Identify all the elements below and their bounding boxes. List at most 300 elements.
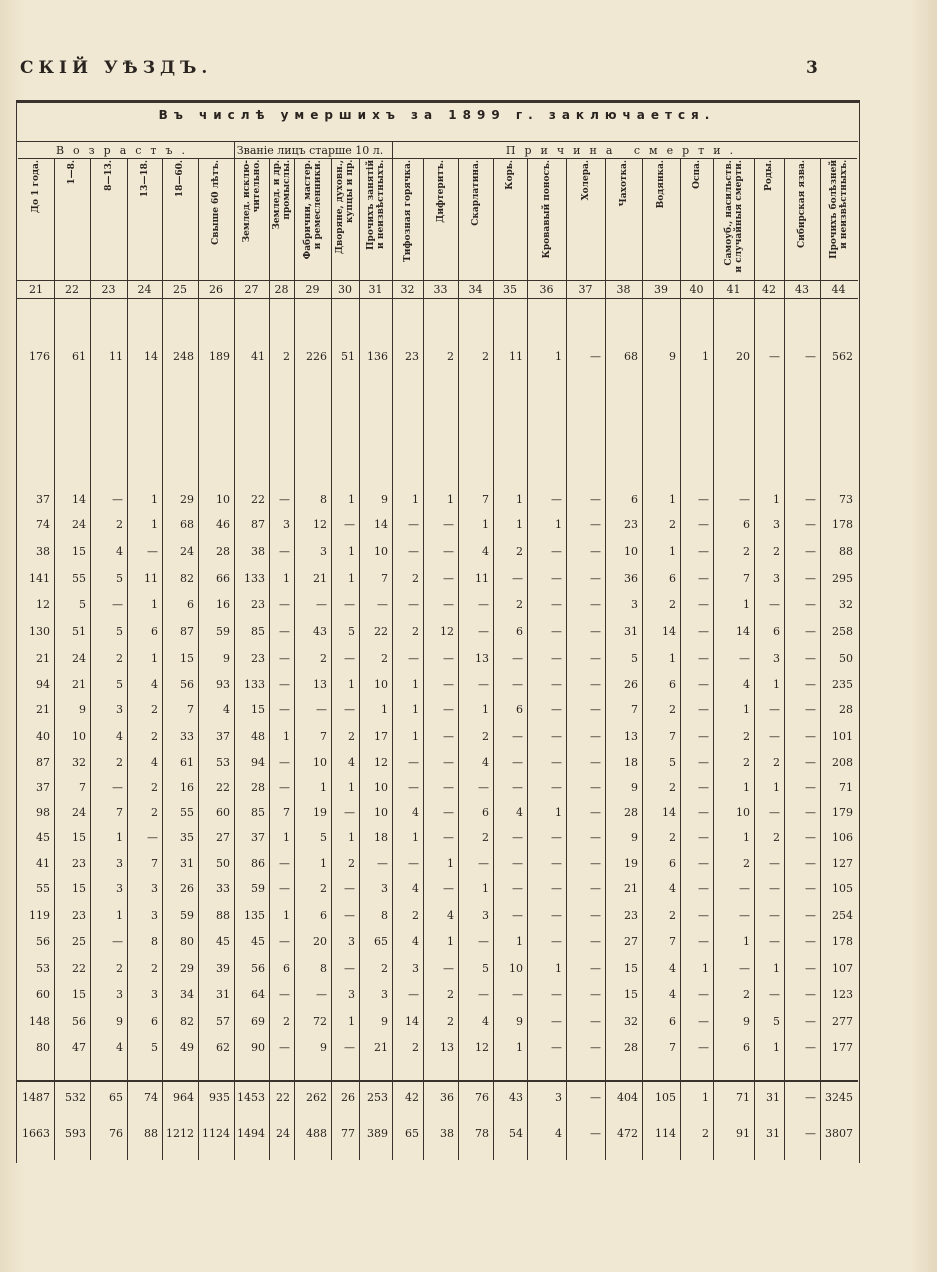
column-label-text: Фабрични, мастер. и ремесленники. [302, 160, 323, 260]
table-cell: — [698, 831, 709, 844]
column-number: 34 [468, 283, 483, 296]
table-cell: 3 [412, 962, 419, 975]
table-cell: 562 [832, 350, 853, 363]
table-cell: 23 [72, 909, 86, 922]
table-cell: 37 [36, 781, 50, 794]
table-cell: 1 [283, 730, 290, 743]
table-cell: — [805, 831, 816, 844]
column-number: 39 [654, 283, 668, 296]
table-cell: 10 [374, 678, 388, 691]
table-cell: 94 [36, 678, 50, 691]
table-cell: 1 [669, 545, 676, 558]
table-cell: 4 [116, 730, 123, 743]
column-number: 32 [400, 283, 415, 296]
table-cell: 1 [516, 935, 523, 948]
table-cell: 136 [367, 350, 388, 363]
column-label-text: Землед. и др. промыслы. [271, 160, 292, 230]
table-cell: 13 [313, 678, 327, 691]
table-cell: 15 [624, 962, 638, 975]
group-rule-occupation [234, 158, 392, 159]
table-cell: 56 [251, 962, 265, 975]
table-cell: 82 [180, 1015, 194, 1028]
table-cell: — [551, 1041, 562, 1054]
table-cell: — [698, 730, 709, 743]
table-cell: — [408, 545, 419, 558]
table-cell: 1 [151, 493, 158, 506]
table-cell: 56 [180, 678, 194, 691]
table-cell: — [698, 756, 709, 769]
total-cell: 42 [405, 1091, 419, 1104]
column-number: 38 [616, 283, 631, 296]
table-cell: 127 [832, 857, 853, 870]
total-cell: — [590, 1091, 601, 1104]
table-cell: — [512, 909, 523, 922]
total-cell: 404 [617, 1091, 638, 1104]
column-label [642, 160, 680, 278]
total-cell: 22 [276, 1091, 290, 1104]
table-cell: 5 [116, 625, 123, 638]
table-cell: 3 [381, 882, 388, 895]
table-cell: — [316, 598, 327, 611]
table-cell: 2 [116, 652, 123, 665]
table-cell: — [769, 857, 780, 870]
column-label [18, 160, 54, 278]
table-cell: 47 [72, 1041, 86, 1054]
table-cell: 6 [631, 493, 638, 506]
total-cell: 114 [655, 1127, 676, 1140]
table-cell: — [512, 882, 523, 895]
table-cell: — [512, 572, 523, 585]
table-cell: 6 [151, 625, 158, 638]
table-cell: — [512, 652, 523, 665]
table-cell: 21 [36, 703, 50, 716]
column-label-text: Свыше 60 лѣтъ. [211, 160, 221, 245]
column-label [392, 160, 423, 278]
table-cell: — [551, 882, 562, 895]
table-cell: 2 [773, 545, 780, 558]
table-cell: 23 [624, 909, 638, 922]
table-cell: — [590, 909, 601, 922]
table-cell: 1 [348, 545, 355, 558]
table-cell: — [478, 625, 489, 638]
table-cell: 2 [320, 652, 327, 665]
table-cell: — [443, 781, 454, 794]
table-cell: — [551, 625, 562, 638]
table-cell: 33 [216, 882, 230, 895]
column-number: 22 [65, 283, 79, 296]
table-cell: — [805, 909, 816, 922]
table-cell: — [551, 545, 562, 558]
table-cell: 1 [555, 350, 562, 363]
table-cell: 4 [743, 678, 750, 691]
table-cell: — [739, 652, 750, 665]
table-cell: 178 [832, 518, 853, 531]
table-cell: 69 [251, 1015, 265, 1028]
group-head-age: Возрастъ. [55, 144, 195, 157]
total-cell: 26 [341, 1091, 355, 1104]
column-label-text: Самоуб., насильств. и случайныя смерти. [723, 160, 744, 273]
table-cell: 49 [180, 1041, 194, 1054]
total-cell: 262 [306, 1091, 327, 1104]
table-cell: — [698, 988, 709, 1001]
table-cell: 1 [743, 703, 750, 716]
table-cell: 9 [516, 1015, 523, 1028]
table-cell: 2 [743, 756, 750, 769]
table-cell: — [443, 882, 454, 895]
table-cell: 28 [839, 703, 853, 716]
table-cell: 14 [72, 493, 86, 506]
table-cell: 21 [313, 572, 327, 585]
table-cell: — [590, 882, 601, 895]
table-cell: 6 [283, 962, 290, 975]
table-cell: 2 [669, 518, 676, 531]
column-label [127, 160, 162, 278]
table-cell: 123 [832, 988, 853, 1001]
table-cell: 295 [832, 572, 853, 585]
table-cell: 5 [669, 756, 676, 769]
column-label [754, 160, 784, 278]
table-cell: 7 [79, 781, 86, 794]
table-cell: 20 [313, 935, 327, 948]
table-cell: 15 [180, 652, 194, 665]
table-cell: — [805, 652, 816, 665]
table-cell: 31 [180, 857, 194, 870]
table-cell: 14 [144, 350, 158, 363]
column-label [527, 160, 566, 278]
table-cell: 14 [736, 625, 750, 638]
table-cell: 2 [773, 756, 780, 769]
table-cell: — [590, 625, 601, 638]
table-cell: — [279, 1041, 290, 1054]
table-cell: 2 [482, 350, 489, 363]
table-cell: 176 [29, 350, 50, 363]
table-cell: 94 [251, 756, 265, 769]
table-cell: 11 [109, 350, 123, 363]
table-cell: — [408, 857, 419, 870]
table-cell: 87 [251, 518, 265, 531]
column-label [54, 160, 90, 278]
total-cell: 1663 [22, 1127, 50, 1140]
table-cell: 5 [79, 598, 86, 611]
column-label-text: Дифтеритъ. [435, 160, 446, 223]
table-cell: 2 [743, 988, 750, 1001]
table-cell: 11 [475, 572, 489, 585]
table-cell: — [279, 935, 290, 948]
column-label [493, 160, 527, 278]
banner-rule [16, 141, 858, 142]
table-cell: — [443, 518, 454, 531]
table-cell: 1 [447, 493, 454, 506]
table-cell: — [590, 572, 601, 585]
table-cell: 6 [187, 598, 194, 611]
table-cell: 1 [447, 857, 454, 870]
table-cell: 22 [251, 493, 265, 506]
table-cell: 2 [412, 909, 419, 922]
column-number: 31 [368, 283, 383, 296]
table-cell: 2 [151, 962, 158, 975]
table-cell: 27 [624, 935, 638, 948]
column-number: 27 [244, 283, 259, 296]
table-cell: — [147, 831, 158, 844]
table-cell: 2 [116, 518, 123, 531]
table-cell: 29 [180, 493, 194, 506]
table-cell: 36 [624, 572, 638, 585]
table-cell: 15 [72, 831, 86, 844]
table-cell: — [551, 598, 562, 611]
table-cell: — [698, 493, 709, 506]
table-cell: — [698, 1041, 709, 1054]
table-cell: 71 [839, 781, 853, 794]
total-cell: 105 [655, 1091, 676, 1104]
table-cell: 11 [144, 572, 158, 585]
table-cell: 23 [624, 518, 638, 531]
column-label [162, 160, 198, 278]
table-cell: 3 [631, 598, 638, 611]
table-cell: 88 [216, 909, 230, 922]
column-number: 29 [305, 283, 320, 296]
table-cell: — [443, 652, 454, 665]
table-cell: — [769, 598, 780, 611]
table-cell: 32 [624, 1015, 638, 1028]
table-cell: 6 [669, 678, 676, 691]
table-cell: — [478, 935, 489, 948]
table-cell: 2 [412, 572, 419, 585]
table-cell: 10 [736, 806, 750, 819]
table-cell: — [408, 518, 419, 531]
total-cell: 65 [405, 1127, 419, 1140]
table-cell: — [698, 678, 709, 691]
table-cell: 2 [447, 988, 454, 1001]
table-cell: 34 [180, 988, 194, 1001]
table-cell: 1 [412, 703, 419, 716]
table-cell: — [551, 756, 562, 769]
table-cell: 1 [320, 857, 327, 870]
table-cell: — [316, 703, 327, 716]
table-cell: 10 [216, 493, 230, 506]
table-cell: — [739, 962, 750, 975]
column-label-text: Кровавый поносъ. [541, 160, 552, 259]
table-cell: — [551, 730, 562, 743]
table-cell: 53 [216, 756, 230, 769]
column-label-text: 8—13. [103, 160, 114, 191]
table-cell: 15 [72, 545, 86, 558]
total-cell: 24 [276, 1127, 290, 1140]
table-cell: — [443, 545, 454, 558]
table-cell: 37 [36, 493, 50, 506]
table-cell: 93 [216, 678, 230, 691]
table-cell: 6 [482, 806, 489, 819]
table-cell: 50 [216, 857, 230, 870]
table-cell: 7 [743, 572, 750, 585]
table-cell: 24 [180, 545, 194, 558]
table-cell: 6 [669, 857, 676, 870]
table-cell: — [279, 493, 290, 506]
table-cell: 85 [251, 806, 265, 819]
table-cell: 5 [482, 962, 489, 975]
total-cell: — [590, 1127, 601, 1140]
column-number: 43 [795, 283, 809, 296]
table-cell: 1 [151, 652, 158, 665]
table-cell: 2 [381, 962, 388, 975]
table-cell: 1 [412, 493, 419, 506]
table-cell: 28 [624, 806, 638, 819]
table-cell: 2 [412, 625, 419, 638]
column-number: 23 [101, 283, 116, 296]
table-cell: 23 [405, 350, 419, 363]
table-cell: 3 [151, 882, 158, 895]
table-cell: 226 [306, 350, 327, 363]
table-cell: 7 [669, 730, 676, 743]
table-cell: 60 [36, 988, 50, 1001]
table-cell: 7 [631, 703, 638, 716]
column-label [605, 160, 642, 278]
table-cell: 3 [381, 988, 388, 1001]
table-cell: — [443, 756, 454, 769]
table-cell: 38 [251, 545, 265, 558]
table-cell: 82 [180, 572, 194, 585]
table-cell: — [478, 678, 489, 691]
table-cell: 88 [839, 545, 853, 558]
table-cell: — [551, 703, 562, 716]
table-cell: 14 [405, 1015, 419, 1028]
table-cell: 41 [36, 857, 50, 870]
table-cell: 87 [180, 625, 194, 638]
table-cell: 12 [313, 518, 327, 531]
table-cell: 51 [341, 350, 355, 363]
table-cell: 3 [773, 572, 780, 585]
total-cell: 91 [736, 1127, 750, 1140]
table-cell: 23 [251, 652, 265, 665]
table-cell: 1 [773, 962, 780, 975]
table-cell: 5 [320, 831, 327, 844]
column-label [458, 160, 493, 278]
table-cell: — [112, 493, 123, 506]
table-cell: — [590, 988, 601, 1001]
table-cell: 1 [151, 598, 158, 611]
table-cell: 1 [348, 678, 355, 691]
table-cell: 6 [516, 703, 523, 716]
table-cell: 1 [516, 518, 523, 531]
table-cell: 6 [743, 1041, 750, 1054]
table-cell: — [805, 572, 816, 585]
group-rule-age [18, 158, 234, 159]
table-cell: — [590, 350, 601, 363]
table-cell: 98 [36, 806, 50, 819]
table-cell: — [279, 703, 290, 716]
table-cell: 43 [313, 625, 327, 638]
table-cell: 10 [374, 781, 388, 794]
table-cell: 66 [216, 572, 230, 585]
table-cell: 61 [72, 350, 86, 363]
table-cell: 18 [624, 756, 638, 769]
table-cell: 179 [832, 806, 853, 819]
table-cell: 1 [348, 781, 355, 794]
table-cell: 10 [509, 962, 523, 975]
column-number: 36 [539, 283, 554, 296]
table-cell: — [408, 988, 419, 1001]
column-label [423, 160, 458, 278]
table-cell: 141 [29, 572, 50, 585]
table-cell: 26 [624, 678, 638, 691]
total-cell: 76 [109, 1127, 123, 1140]
table-cell: 1 [669, 652, 676, 665]
table-cell: 48 [251, 730, 265, 743]
table-cell: 2 [482, 730, 489, 743]
table-cell: 7 [320, 730, 327, 743]
table-cell: 56 [72, 1015, 86, 1028]
table-cell: 62 [216, 1041, 230, 1054]
total-cell: 472 [617, 1127, 638, 1140]
table-cell: — [279, 781, 290, 794]
table-cell: 3 [116, 857, 123, 870]
table-cell: — [478, 781, 489, 794]
table-cell: 2 [151, 730, 158, 743]
table-cell: 135 [244, 909, 265, 922]
table-cell: 1 [482, 703, 489, 716]
table-cell: — [377, 857, 388, 870]
table-cell: — [805, 806, 816, 819]
table-cell: 2 [447, 1015, 454, 1028]
table-cell: 45 [216, 935, 230, 948]
column-label [198, 160, 234, 278]
column-label-text: Землед. исклю- чительно. [241, 160, 262, 243]
table-cell: 235 [832, 678, 853, 691]
table-cell: — [769, 935, 780, 948]
table-cell: — [698, 935, 709, 948]
column-label [294, 160, 331, 278]
column-label-text: 18—60. [175, 160, 185, 198]
table-cell: 1 [447, 935, 454, 948]
table-cell: 2 [412, 1041, 419, 1054]
table-cell: — [698, 781, 709, 794]
table-cell: — [443, 806, 454, 819]
column-number: 41 [726, 283, 741, 296]
total-cell: 4 [555, 1127, 562, 1140]
table-cell: — [698, 518, 709, 531]
number-rule [16, 298, 858, 299]
table-cell: 60 [216, 806, 230, 819]
table-cell: 7 [669, 935, 676, 948]
table-cell: — [551, 909, 562, 922]
table-cell: — [698, 882, 709, 895]
table-cell: 1 [151, 518, 158, 531]
table-cell: 1 [348, 572, 355, 585]
table-cell: 29 [180, 962, 194, 975]
table-cell: — [551, 988, 562, 1001]
table-cell: 9 [320, 1041, 327, 1054]
table-cell: 6 [669, 572, 676, 585]
table-cell: 1 [743, 935, 750, 948]
table-cell: 1 [116, 909, 123, 922]
table-cell: 40 [36, 730, 50, 743]
table-cell: 1 [555, 962, 562, 975]
table-cell: 16 [216, 598, 230, 611]
table-cell: — [408, 652, 419, 665]
table-cell: 2 [447, 350, 454, 363]
table-cell: 22 [216, 781, 230, 794]
table-cell: 9 [381, 493, 388, 506]
table-cell: 5 [631, 652, 638, 665]
table-cell: 2 [116, 756, 123, 769]
page-number: 3 [806, 58, 818, 78]
table-cell: 68 [180, 518, 194, 531]
table-cell: 9 [381, 1015, 388, 1028]
table-cell: 9 [631, 831, 638, 844]
table-cell: 74 [36, 518, 50, 531]
table-cell: 61 [180, 756, 194, 769]
table-cell: 3 [151, 909, 158, 922]
total-cell: 3807 [825, 1127, 853, 1140]
